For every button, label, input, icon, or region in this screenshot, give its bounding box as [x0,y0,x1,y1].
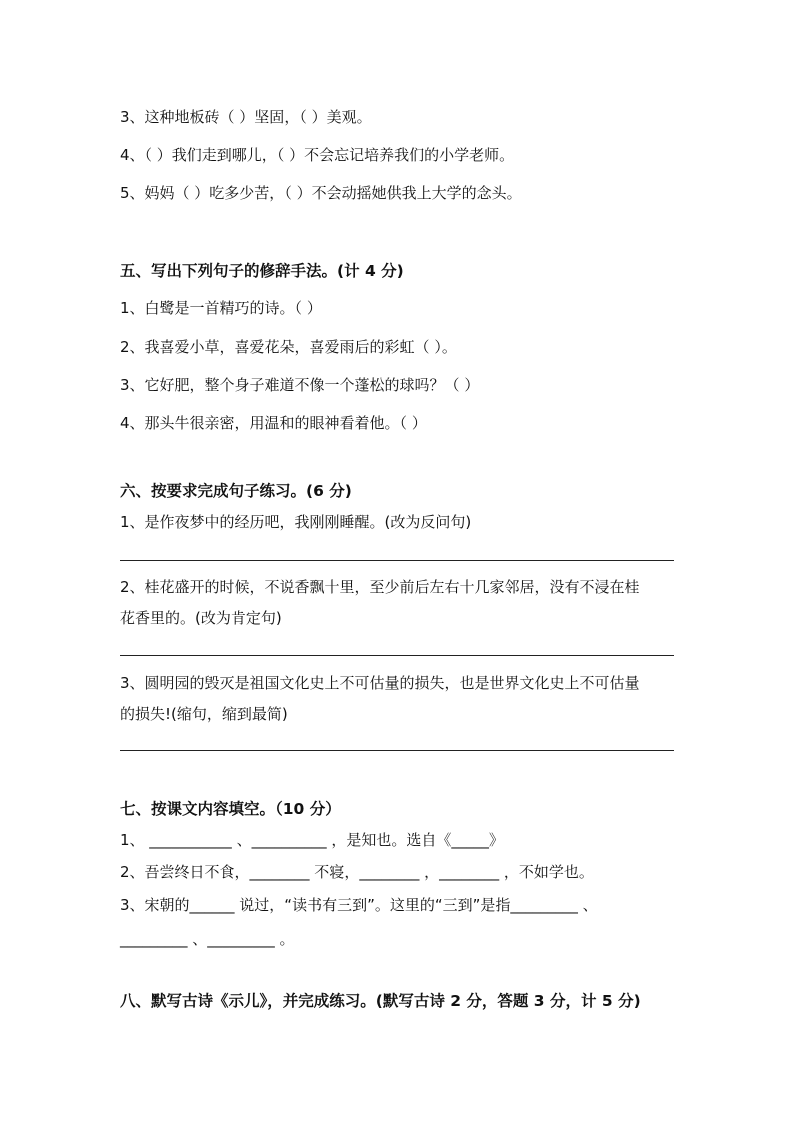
fill-text-q3-line2: _________ 、_________ 。 [120,930,295,948]
sentence-q1: 1、是作夜梦中的经历吧，我刚刚睡醒。(改为反问句) [120,513,472,531]
rhetoric-item-2: 2、我喜爱小草，喜爱花朵，喜爱雨后的彩虹（ ）。 [120,338,457,356]
section-six-title: 六、按要求完成句子练习。(6 分) [120,482,352,500]
fill-text-q3-line1: 3、宋朝的______ 说过，“读书有三到”。这里的“三到”是指_________ 、 [120,896,598,914]
answer-line-2 [120,655,674,656]
section-seven-title: 七、按课文内容填空。（10 分） [120,800,341,818]
sentence-q3-line1: 3、圆明园的毁灭是祖国文化史上不可估量的损失，也是世界文化史上不可估量 [120,674,640,692]
fill-text-q1: 1、 ___________ 、__________ ，是知也。选自《_____》 [120,831,504,849]
fill-item-4: 4、（ ）我们走到哪儿，（ ）不会忘记培养我们的小学老师。 [120,146,515,164]
fill-text-q2: 2、吾尝终日不食，________ 不寝，________ ，________ ，不如学也。 [120,863,594,881]
sentence-q2-line2: 花香里的。(改为肯定句) [120,609,282,627]
fill-item-3: 3、这种地板砖（ ）坚固，（ ）美观。 [120,108,372,126]
rhetoric-item-3: 3、它好肥，整个身子难道不像一个蓬松的球吗？（ ） [120,376,480,394]
answer-line-1 [120,560,674,561]
rhetoric-item-1: 1、白鹭是一首精巧的诗。（ ） [120,299,322,317]
fill-item-5: 5、妈妈（ ）吃多少苦，（ ）不会动摇她供我上大学的念头。 [120,184,522,202]
section-eight-title: 八、默写古诗《示儿》，并完成练习。(默写古诗 2 分，答题 3 分，计 5 分) [120,992,641,1010]
sentence-q3-line2: 的损失!(缩句，缩到最简) [120,705,288,723]
answer-line-3 [120,750,674,751]
rhetoric-item-4: 4、那头牛很亲密，用温和的眼神看着他。（ ） [120,414,427,432]
sentence-q2-line1: 2、桂花盛开的时候，不说香飘十里，至少前后左右十几家邻居，没有不浸在桂 [120,578,640,596]
section-five-title: 五、写出下列句子的修辞手法。(计 4 分) [120,262,404,280]
